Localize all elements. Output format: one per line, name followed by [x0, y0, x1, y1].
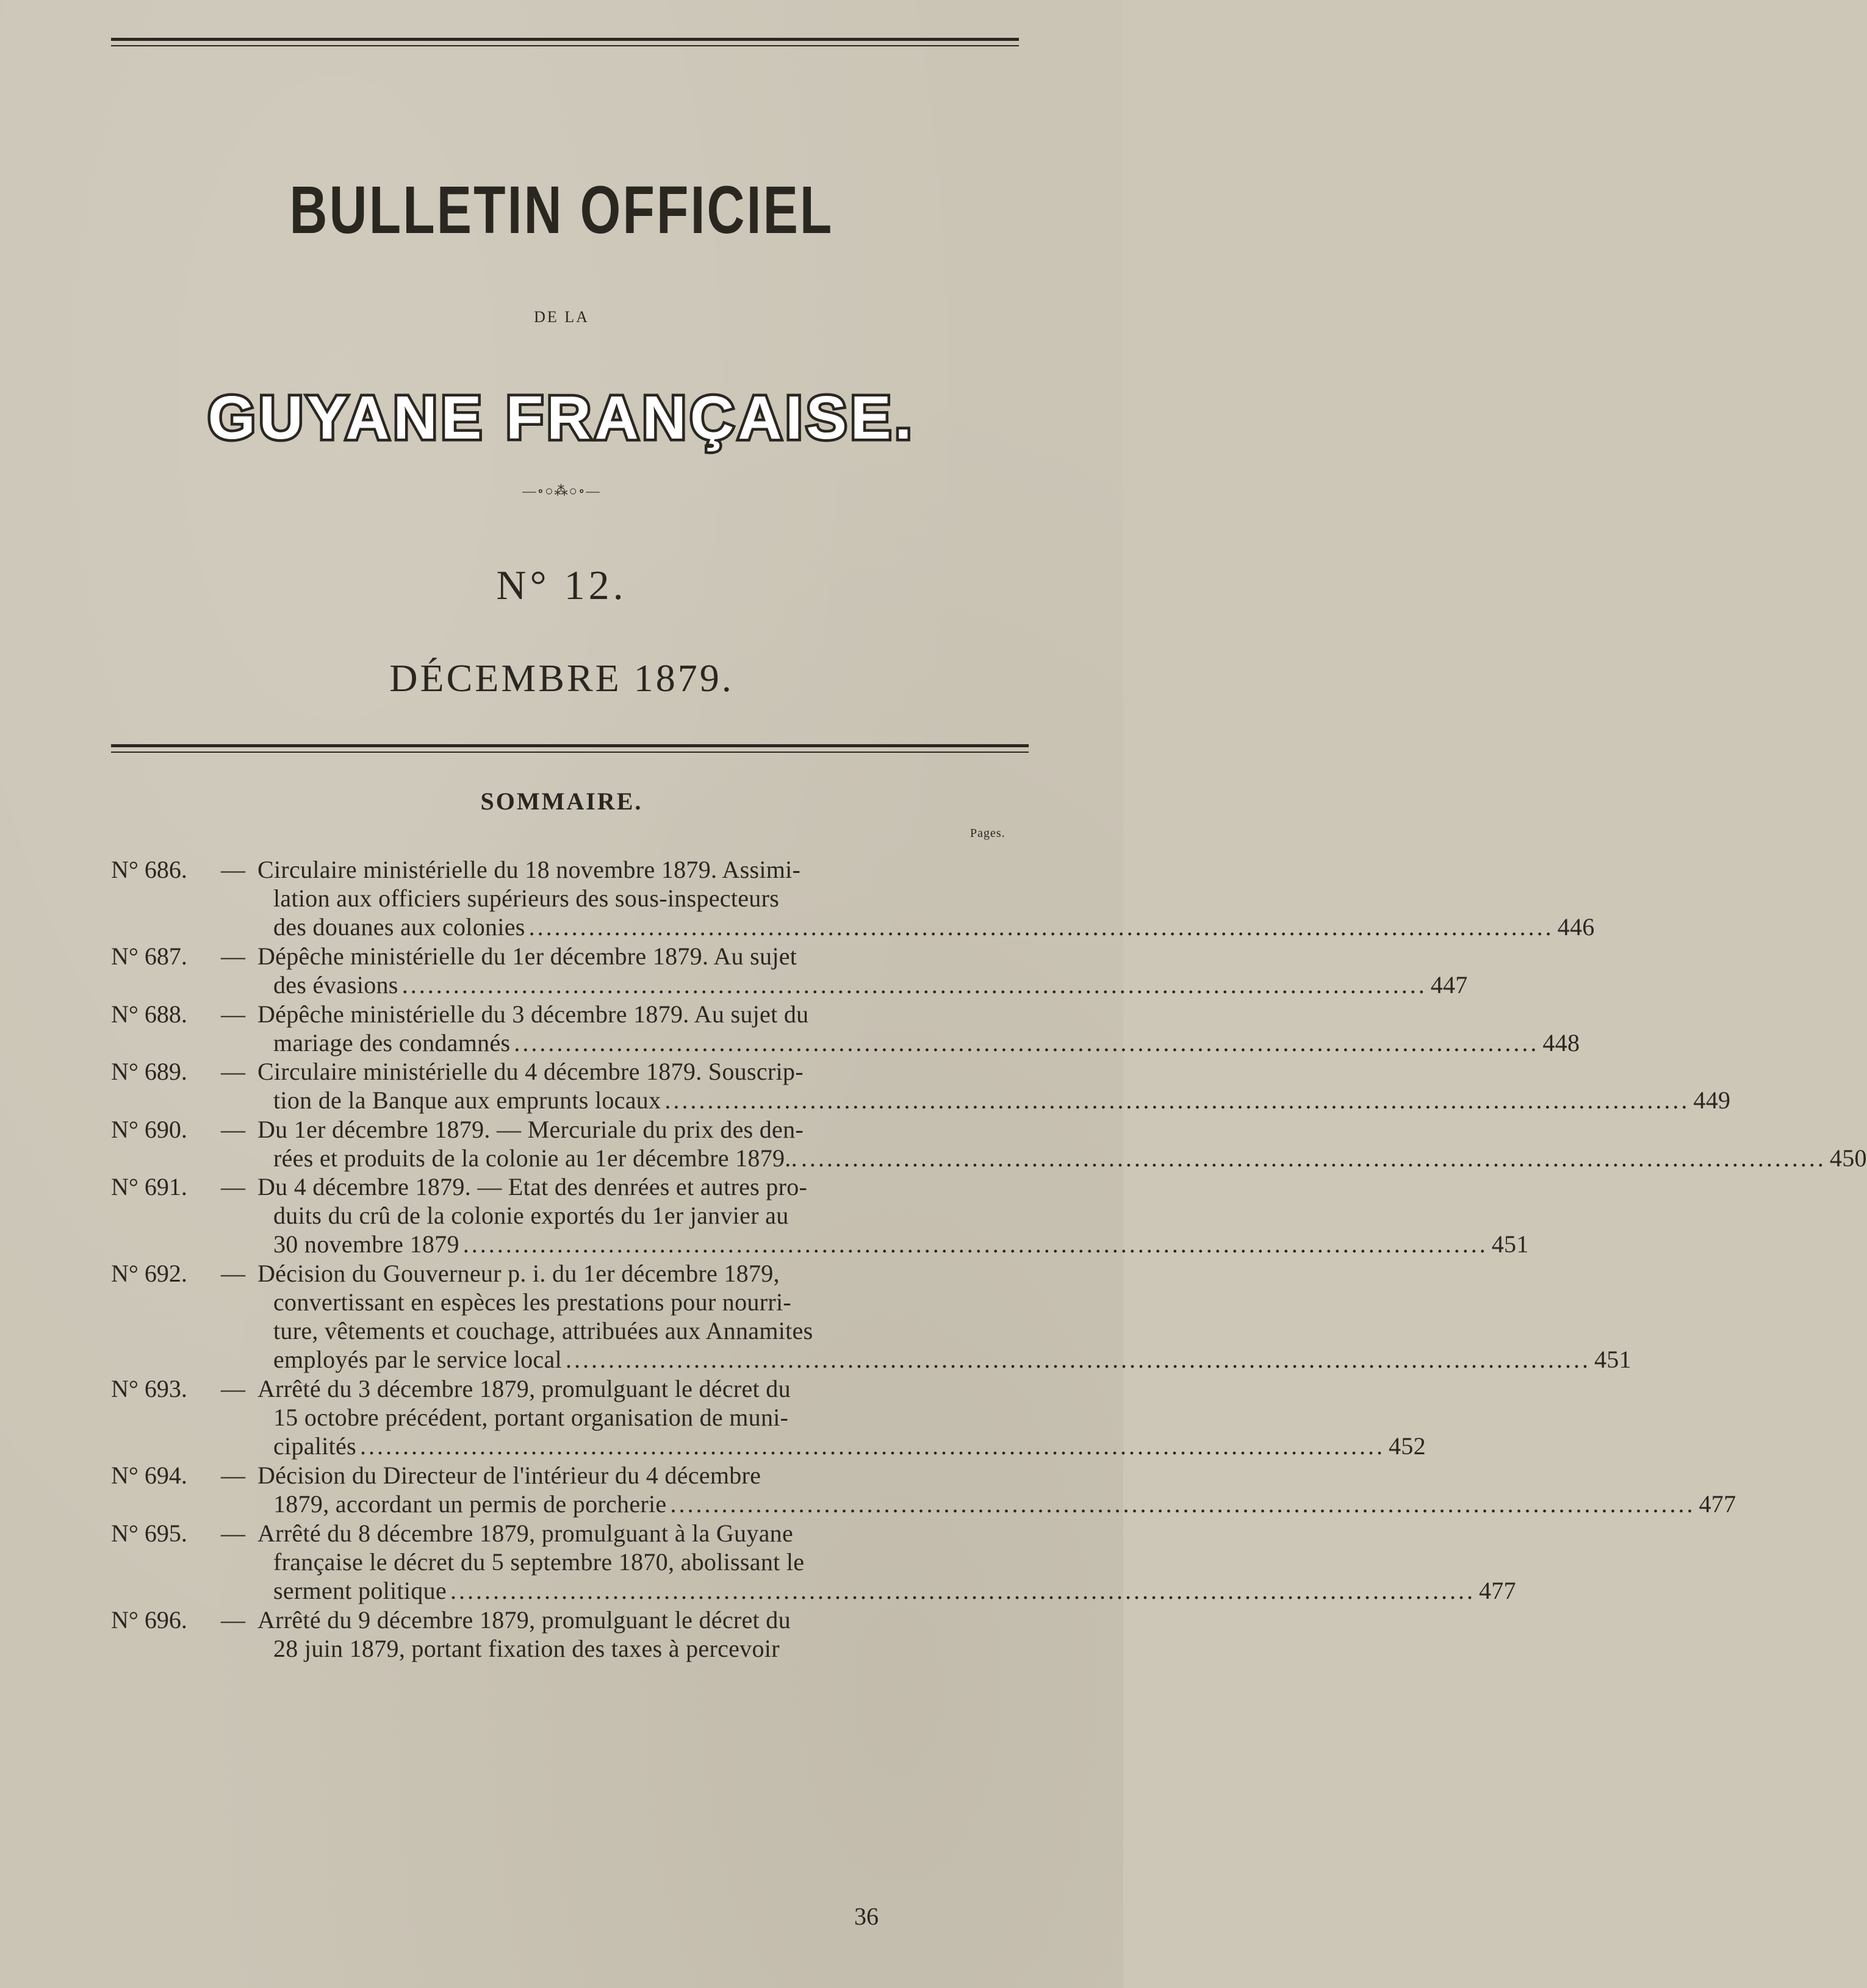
entry-text [257, 1374, 1426, 1460]
entry-number: N° 694. [111, 1462, 187, 1490]
entry-line: Du 4 décembre 1879. — Etat des denrées et autres pro- [257, 1173, 808, 1201]
entry-line: Arrêté du 3 décembre 1879, promulguant le décret du [257, 1375, 791, 1403]
entry-line: Décision du Gouverneur p. i. du 1er décembre 1879, [257, 1260, 780, 1288]
entry-dash: — [221, 856, 245, 883]
entry-number: N° 695. [111, 1519, 187, 1547]
colony-title: GUYANE FRANÇAISE. [207, 384, 916, 452]
dot-leader: ........................................................................................................................ [401, 971, 1427, 999]
entry-text [257, 855, 1595, 941]
entry-line: Circulaire ministérielle du 18 novembre 1879. Assimi- [257, 856, 801, 883]
entry-line: serment politique [273, 1576, 447, 1604]
entry-page-number: 451 [1594, 1346, 1631, 1374]
entry-line: Dépêche ministérielle du 1er décembre 1879. Au sujet [257, 942, 797, 970]
entry-line: Arrêté du 8 décembre 1879, promulguant à la Guyane [257, 1519, 794, 1547]
entry-line: mariage des condamnés [273, 1028, 511, 1057]
de-la-text: DE LA [534, 308, 589, 326]
entry-page-number: 449 [1693, 1086, 1731, 1114]
entry-text [257, 942, 1468, 999]
entry-line: Dépêche ministérielle du 3 décembre 1879. Au sujet du [257, 1000, 809, 1028]
entry-page-number: 447 [1430, 971, 1468, 999]
entry-line: 28 juin 1879, portant fixation des taxes à percevoir [273, 1634, 780, 1662]
entry-dash: — [221, 1058, 245, 1086]
page-catchword: 36 [854, 1903, 879, 1930]
ornament-divider: —∘○⁂○∘— [522, 483, 601, 498]
entry-line: des douanes aux colonies [273, 913, 525, 941]
entry-number: N° 691. [111, 1173, 187, 1201]
entry-line: 30 novembre 1879 [273, 1230, 459, 1258]
entry-number: N° 686. [111, 856, 187, 883]
entry-number: N° 687. [111, 942, 187, 970]
entry-dash: — [221, 1260, 245, 1288]
summary-heading: SOMMAIRE. [480, 788, 643, 815]
entry-dash: — [221, 1462, 245, 1490]
entry-text [257, 1172, 1529, 1258]
entry-text [257, 1606, 1024, 1663]
entry-text [257, 1519, 1516, 1605]
entry-line: tion de la Banque aux emprunts locaux [273, 1086, 661, 1114]
dot-leader: ........................................................................................................................ [450, 1576, 1475, 1604]
entry-page-number: 477 [1478, 1576, 1516, 1604]
entry-number: N° 689. [111, 1058, 187, 1086]
entry-dash: — [221, 1173, 245, 1201]
entry-page-number: 451 [1491, 1230, 1529, 1258]
pages-column-label: Pages. [970, 827, 1005, 840]
entry-dash: — [221, 1519, 245, 1547]
entry-number: N° 692. [111, 1260, 187, 1288]
entry-page-number: 452 [1388, 1432, 1426, 1460]
dot-leader: ........................................................................................................................ [800, 1144, 1826, 1172]
entry-line: française le décret du 5 septembre 1870, abolissant le [273, 1548, 805, 1576]
entry-number: N° 693. [111, 1375, 187, 1403]
entry-text [257, 1115, 1867, 1172]
entry-line: Arrêté du 9 décembre 1879, promulguant le décret du [257, 1606, 791, 1634]
entry-line: rées et produits de la colonie au 1er décembre 1879.. [273, 1144, 797, 1172]
dot-leader: ........................................................................................................................ [514, 1028, 1539, 1057]
entry-dash: — [221, 1606, 245, 1634]
entry-line: 1879, accordant un permis de porcherie [273, 1490, 667, 1518]
dot-leader: ........................................................................................................................ [359, 1432, 1385, 1460]
dot-leader: ........................................................................................................................ [565, 1346, 1591, 1374]
entry-line: convertissant en espèces les prestations pour nourri- [273, 1288, 791, 1316]
entry-page-number: 448 [1542, 1028, 1580, 1057]
dot-leader: ........................................................................................................................ [462, 1230, 1488, 1258]
entry-line: Du 1er décembre 1879. — Mercuriale du prix des den- [257, 1115, 804, 1143]
issue-number: N° 12. [496, 562, 627, 608]
entry-line: ture, vêtements et couchage, attribuées aux Annamites [273, 1317, 813, 1345]
entry-text [257, 1000, 1580, 1057]
entry-page-number: 450 [1829, 1144, 1867, 1172]
entry-number: N° 688. [111, 1000, 187, 1028]
entry-line: Décision du Directeur de l'intérieur du 4 décembre [257, 1462, 761, 1490]
entry-number: N° 690. [111, 1115, 187, 1143]
dot-leader: ........................................................................................................................ [670, 1490, 1696, 1518]
entry-page-number: 446 [1557, 913, 1595, 941]
entry-line: 15 octobre précédent, portant organisation de muni- [273, 1404, 789, 1432]
entry-text [257, 1259, 1631, 1374]
entry-line: employés par le service local [273, 1346, 562, 1374]
issue-month: DÉCEMBRE 1879. [389, 656, 734, 700]
entry-dash: — [221, 942, 245, 970]
entry-line: lation aux officiers supérieurs des sous-inspecteurs [273, 885, 780, 912]
entry-dash: — [221, 1375, 245, 1403]
entry-dash: — [221, 1000, 245, 1028]
entry-line: Circulaire ministérielle du 4 décembre 1879. Souscrip- [257, 1058, 804, 1086]
entry-number: N° 696. [111, 1606, 187, 1634]
entry-line: des évasions [273, 971, 398, 999]
entry-page-number: 477 [1699, 1490, 1736, 1518]
entry-line: duits du crû de la colonie exportés du 1er janvier au [273, 1202, 789, 1230]
entry-text [257, 1057, 1731, 1114]
bulletin-title: BULLETIN OFFICIEL [289, 173, 834, 248]
dot-leader: ........................................................................................................................ [528, 913, 1554, 941]
entry-text [257, 1461, 1736, 1518]
entry-dash: — [221, 1115, 245, 1143]
entry-line: cipalités [273, 1432, 356, 1460]
dot-leader: ........................................................................................................................ [664, 1086, 1690, 1114]
